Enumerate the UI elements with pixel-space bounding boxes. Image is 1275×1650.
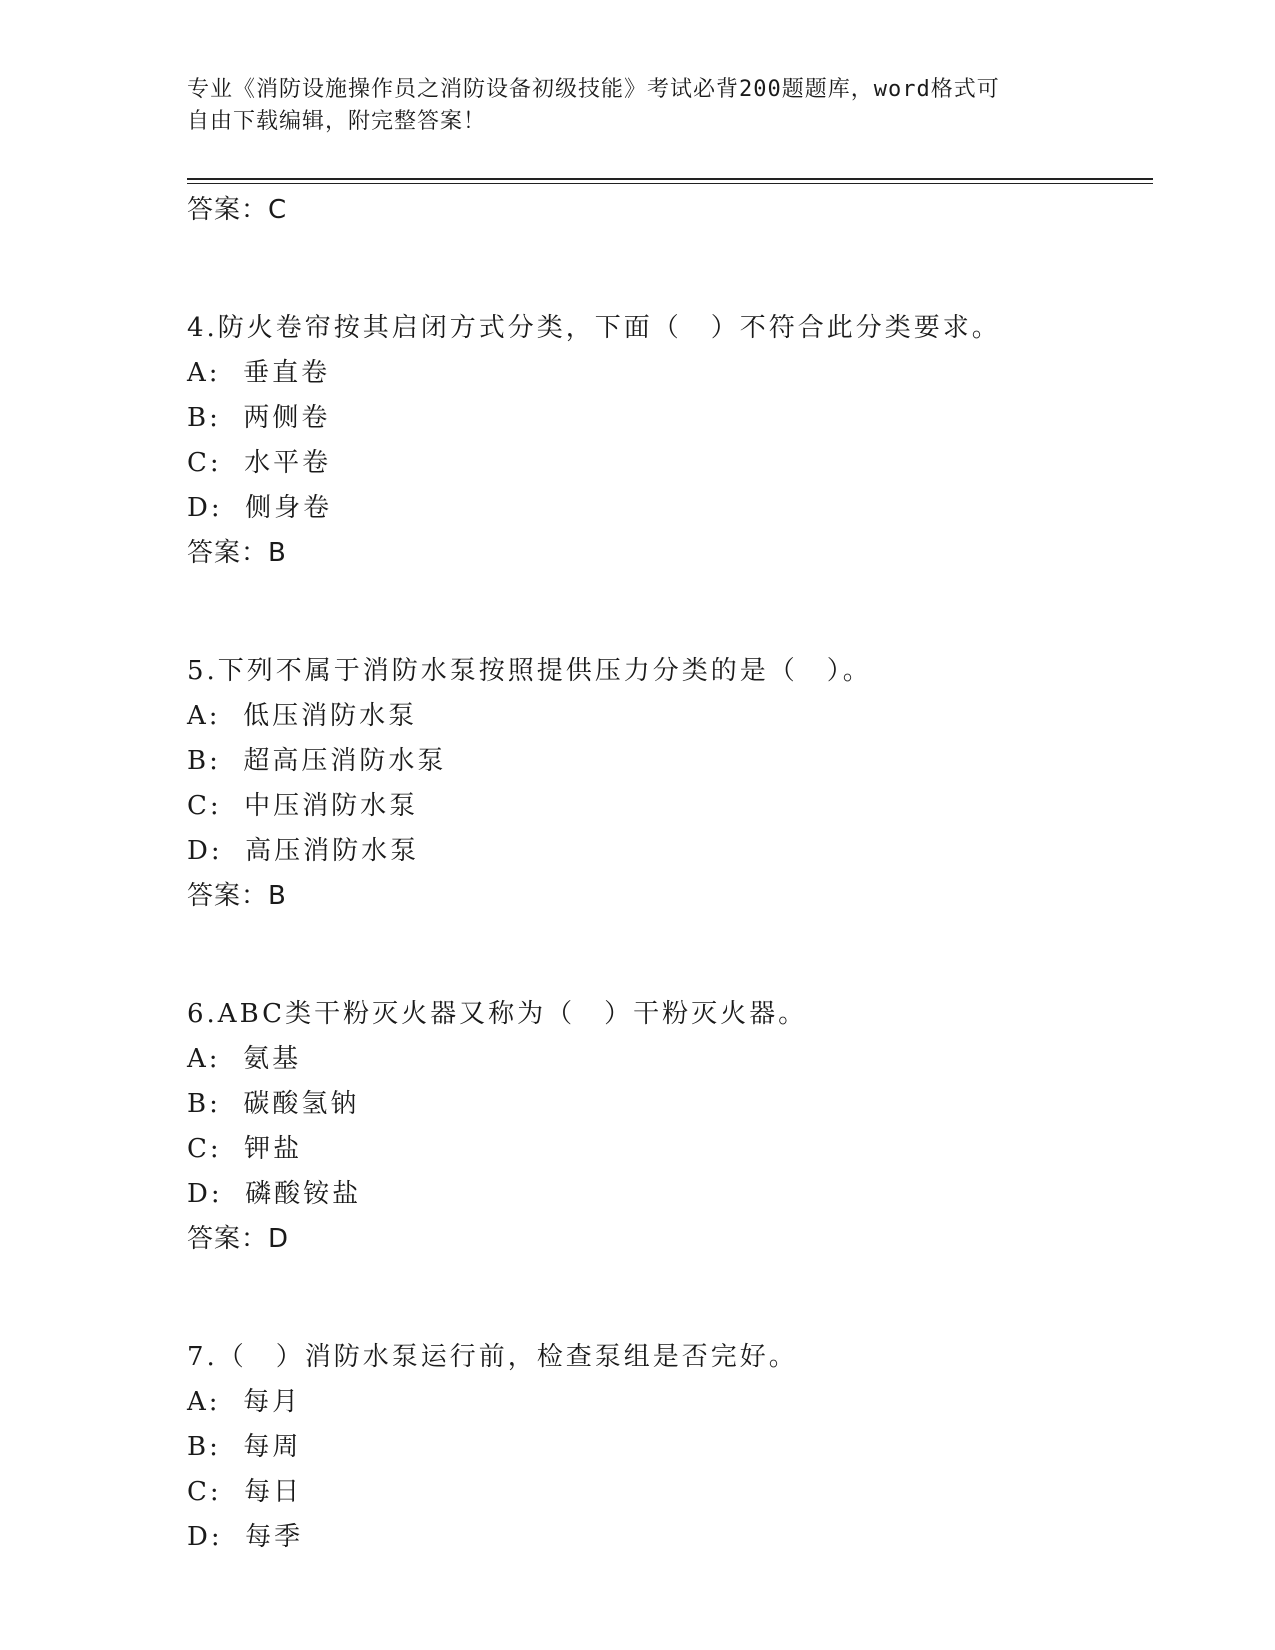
question-text: 5.下列不属于消防水泵按照提供压力分类的是（ ）。	[187, 656, 872, 686]
option-c: C: 钾盐	[187, 1134, 303, 1164]
option-b: B: 两侧卷	[187, 403, 331, 433]
option-a: A: 氨基	[187, 1044, 302, 1074]
option-c: C: 每日	[187, 1477, 303, 1507]
option-a: A: 每月	[187, 1387, 302, 1417]
question-block-5	[187, 653, 1147, 914]
option-d: D: 磷酸铵盐	[187, 1179, 362, 1209]
option-c: C: 中压消防水泵	[187, 791, 419, 821]
header-divider-thick	[187, 178, 1153, 180]
option-c: C: 水平卷	[187, 448, 332, 478]
option-b: B: 超高压消防水泵	[187, 746, 447, 776]
option-d: D: 侧身卷	[187, 493, 333, 523]
question-list	[187, 192, 1147, 1564]
header-line-1: 专业《消防设施操作员之消防设备初级技能》考试必背200题题库，word格式可	[187, 77, 1000, 102]
header-line-2: 自由下载编辑，附完整答案！	[187, 109, 487, 134]
option-b: B: 碳酸氢钠	[187, 1089, 360, 1119]
question-block-7	[187, 1339, 1147, 1564]
header-divider-thin	[187, 183, 1153, 184]
option-a: A: 垂直卷	[187, 358, 331, 388]
question-text: 7.（ ）消防水泵运行前，检查泵组是否完好。	[187, 1342, 798, 1372]
answer-line: 答案：D	[187, 1224, 290, 1254]
option-a: A: 低压消防水泵	[187, 701, 418, 731]
option-d: D: 每季	[187, 1522, 304, 1552]
option-b: B: 每周	[187, 1432, 302, 1462]
question-block-4	[187, 310, 1147, 571]
option-d: D: 高压消防水泵	[187, 836, 420, 866]
answer-line: 答案：B	[187, 881, 287, 911]
answer-line: 答案：B	[187, 538, 287, 568]
question-text: 4.防火卷帘按其启闭方式分类，下面（ ）不符合此分类要求。	[187, 313, 1001, 343]
question-text: 6.ABC类干粉灭火器又称为（ ）干粉灭火器。	[187, 999, 808, 1029]
answer-line: 答案：C	[187, 195, 288, 225]
document-header	[187, 74, 1087, 138]
question-block-6	[187, 996, 1147, 1257]
